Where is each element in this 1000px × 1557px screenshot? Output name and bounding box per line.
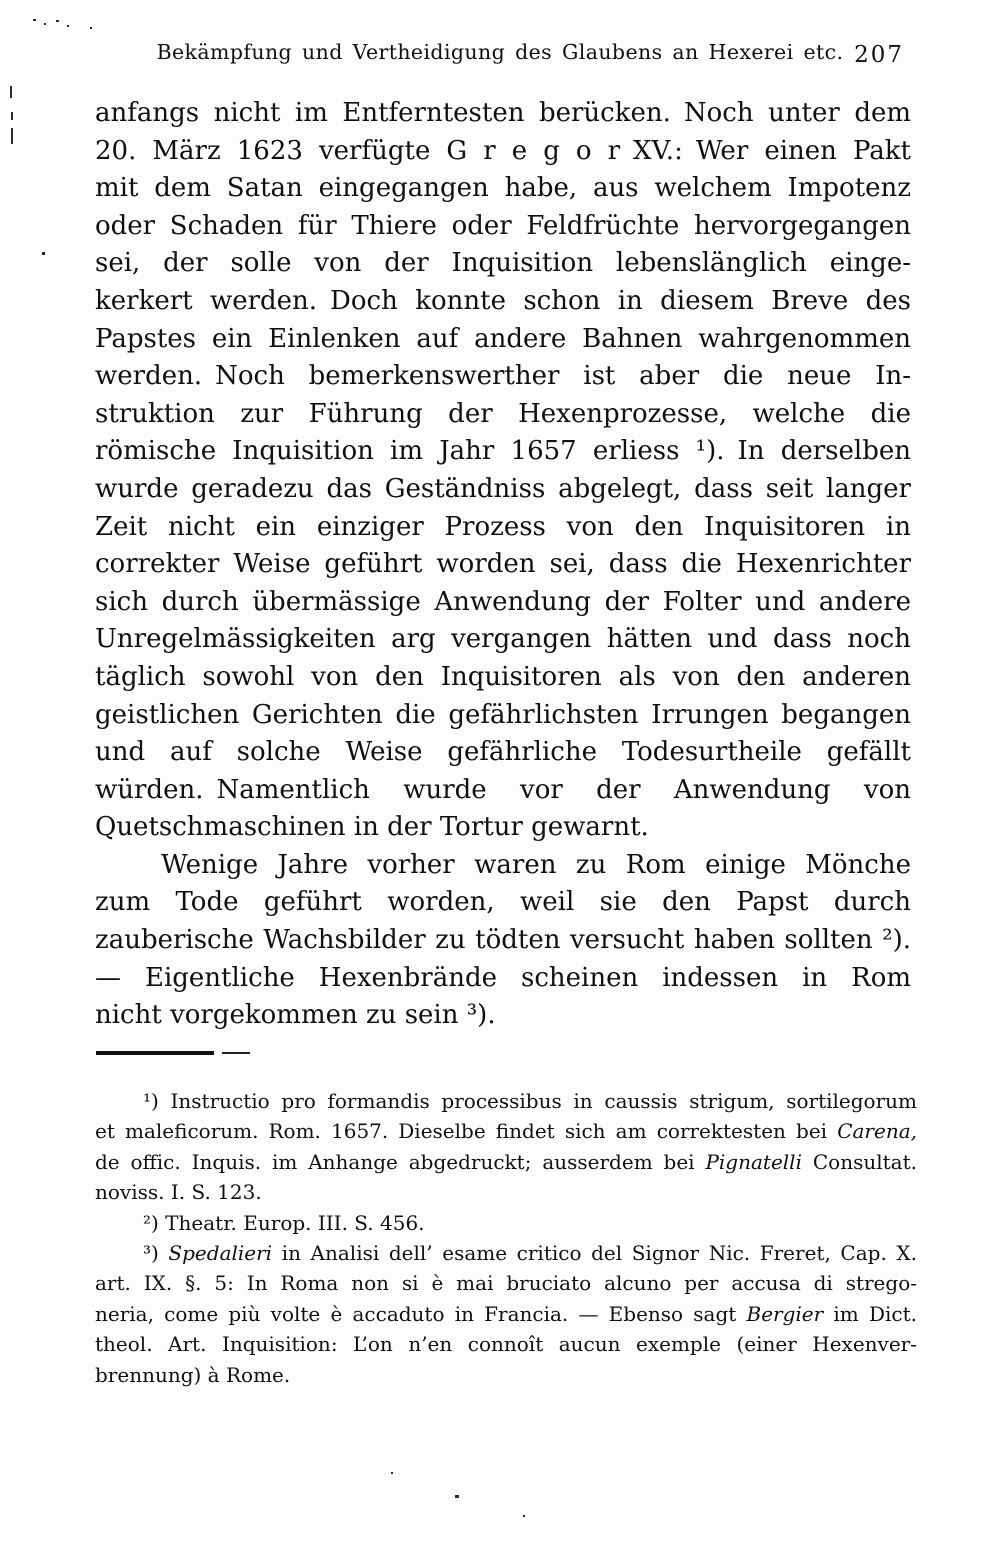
text-line: 20. März 1623 verfügte G r e g o r XV.: Wer einen Pakt [95, 135, 911, 166]
cited-author: Pignatelli [705, 1149, 802, 1174]
scan-artifact [56, 20, 59, 22]
scan-artifact [391, 1472, 393, 1474]
text-line: Unregelmässigkeiten arg vergangen hätten und dass noch [95, 624, 911, 655]
text-line: zauberische Wachsbilder zu tödten versucht haben sollten ²). [95, 925, 911, 956]
scan-artifact [33, 19, 36, 21]
footnote-line: ¹) Instructio pro formandis processibus in caussis strigum, sortilegorum [143, 1089, 917, 1113]
footnotes [95, 1086, 917, 1390]
scan-artifact [523, 1515, 525, 1517]
footnote-1 [95, 1086, 917, 1208]
text-line: sei, der solle von der Inquisition lebenslänglich einge- [95, 248, 911, 279]
footnote-text: im Dict. [823, 1301, 917, 1326]
text-line: und auf solche Weise gefährliche Todesurtheile gefällt [95, 737, 911, 768]
text-line: Zeit nicht ein einziger Prozess von den Inquisitoren in [95, 511, 911, 542]
footnote-separator-fragment [222, 1052, 250, 1054]
text-line: geistlichen Gerichten die gefährlichsten Irrungen begangen [95, 699, 911, 730]
scan-artifact [42, 252, 45, 255]
footnote-2 [95, 1208, 917, 1238]
text-line: — Eigentliche Hexenbrände scheinen indessen in Rom [95, 962, 911, 993]
text-line: Papstes ein Einlenken auf andere Bahnen wahrgenommen [95, 323, 911, 354]
text-line: mit dem Satan eingegangen habe, aus welchem Impotenz [95, 173, 911, 204]
scan-artifact [455, 1495, 459, 1498]
scan-artifact [90, 27, 92, 29]
text-line: nicht vorgekommen zu sein ³). [95, 1000, 496, 1031]
footnote-line: noviss. I. S. 123. [95, 1180, 262, 1205]
cited-author: Spedalieri [168, 1240, 273, 1265]
text-line: werden. Noch bemerkenswerther ist aber die neue In- [95, 361, 911, 392]
footnote-line: art. IX. §. 5: In Roma non si è mai bruciato alcuno per accusa di strego- [95, 1271, 917, 1296]
text-line: würden. Namentlich wurde vor der Anwendung von [95, 774, 911, 805]
text-line: römische Inquisition im Jahr 1657 erliess ¹). In derselben [95, 436, 911, 467]
scan-artifact [11, 128, 13, 144]
text-line: anfangs nicht im Entferntesten berücken. Noch unter dem [95, 98, 911, 128]
text-line: wurde geradezu das Geständniss abgelegt, dass seit langer [95, 473, 911, 504]
text-line: correkter Weise geführt worden sei, dass die Hexenrichter [95, 549, 911, 580]
text-line: oder Schaden für Thiere oder Feldfrüchte hervorgegangen [95, 210, 911, 241]
running-header-title: Bekämpfung und Vertheidigung des Glaubens an Hexerei etc. [156, 40, 844, 64]
text-line: zum Tode geführt worden, weil sie den Papst durch [95, 887, 911, 918]
scan-artifact [11, 112, 13, 120]
text-line: sich durch übermässige Anwendung der Folter und andere [95, 586, 911, 617]
running-header [0, 40, 1000, 70]
footnote-text: in Analisi dell’ esame critico del Signor Nic. Freret, Cap. X. [272, 1240, 917, 1265]
text-line: täglich sowohl von den Inquisitoren als von den anderen [95, 661, 911, 692]
text-line: kerkert werden. Doch konnte schon in diesem Breve des [95, 285, 911, 316]
text-line: struktion zur Führung der Hexenprozesse, welche die [95, 398, 911, 429]
scan-artifact [10, 86, 12, 98]
cited-author: Bergier [746, 1301, 824, 1326]
footnote-text: et maleficorum. Rom. 1657. Dieselbe findet sich am correktesten bei [95, 1119, 838, 1144]
footnote-text: neria, come più volte è accaduto in Francia. — Ebenso sagt [95, 1301, 747, 1326]
scan-artifact [44, 23, 46, 25]
text-line: Wenige Jahre vorher waren zu Rom einige Mönche [161, 849, 911, 880]
footnote-line [95, 1299, 917, 1329]
body-text [95, 95, 911, 1035]
footnote-line [95, 1147, 917, 1177]
footnote-text: de offic. Inquis. im Anhange abgedruckt; ausserdem bei [95, 1149, 706, 1174]
footnote-marker: ³) [143, 1240, 169, 1265]
footnote-line: ²) Theatr. Europ. III. S. 456. [143, 1210, 425, 1235]
footnote-line [95, 1116, 917, 1146]
scan-artifact [67, 25, 69, 27]
text-line: Quetschmaschinen in der Tortur gewarnt. [95, 812, 649, 843]
footnote-3 [95, 1238, 917, 1390]
footnote-line: theol. Art. Inquisition: L’on n’en connoît aucun exemple (einer Hexenver- [95, 1332, 917, 1357]
page-number: 207 [854, 42, 904, 68]
footnote-line [95, 1238, 917, 1268]
footnote-separator [96, 1051, 214, 1055]
footnote-line: brennung) à Rome. [95, 1362, 291, 1387]
cited-author: Carena, [837, 1119, 917, 1144]
footnote-text: Consultat. [801, 1149, 917, 1174]
